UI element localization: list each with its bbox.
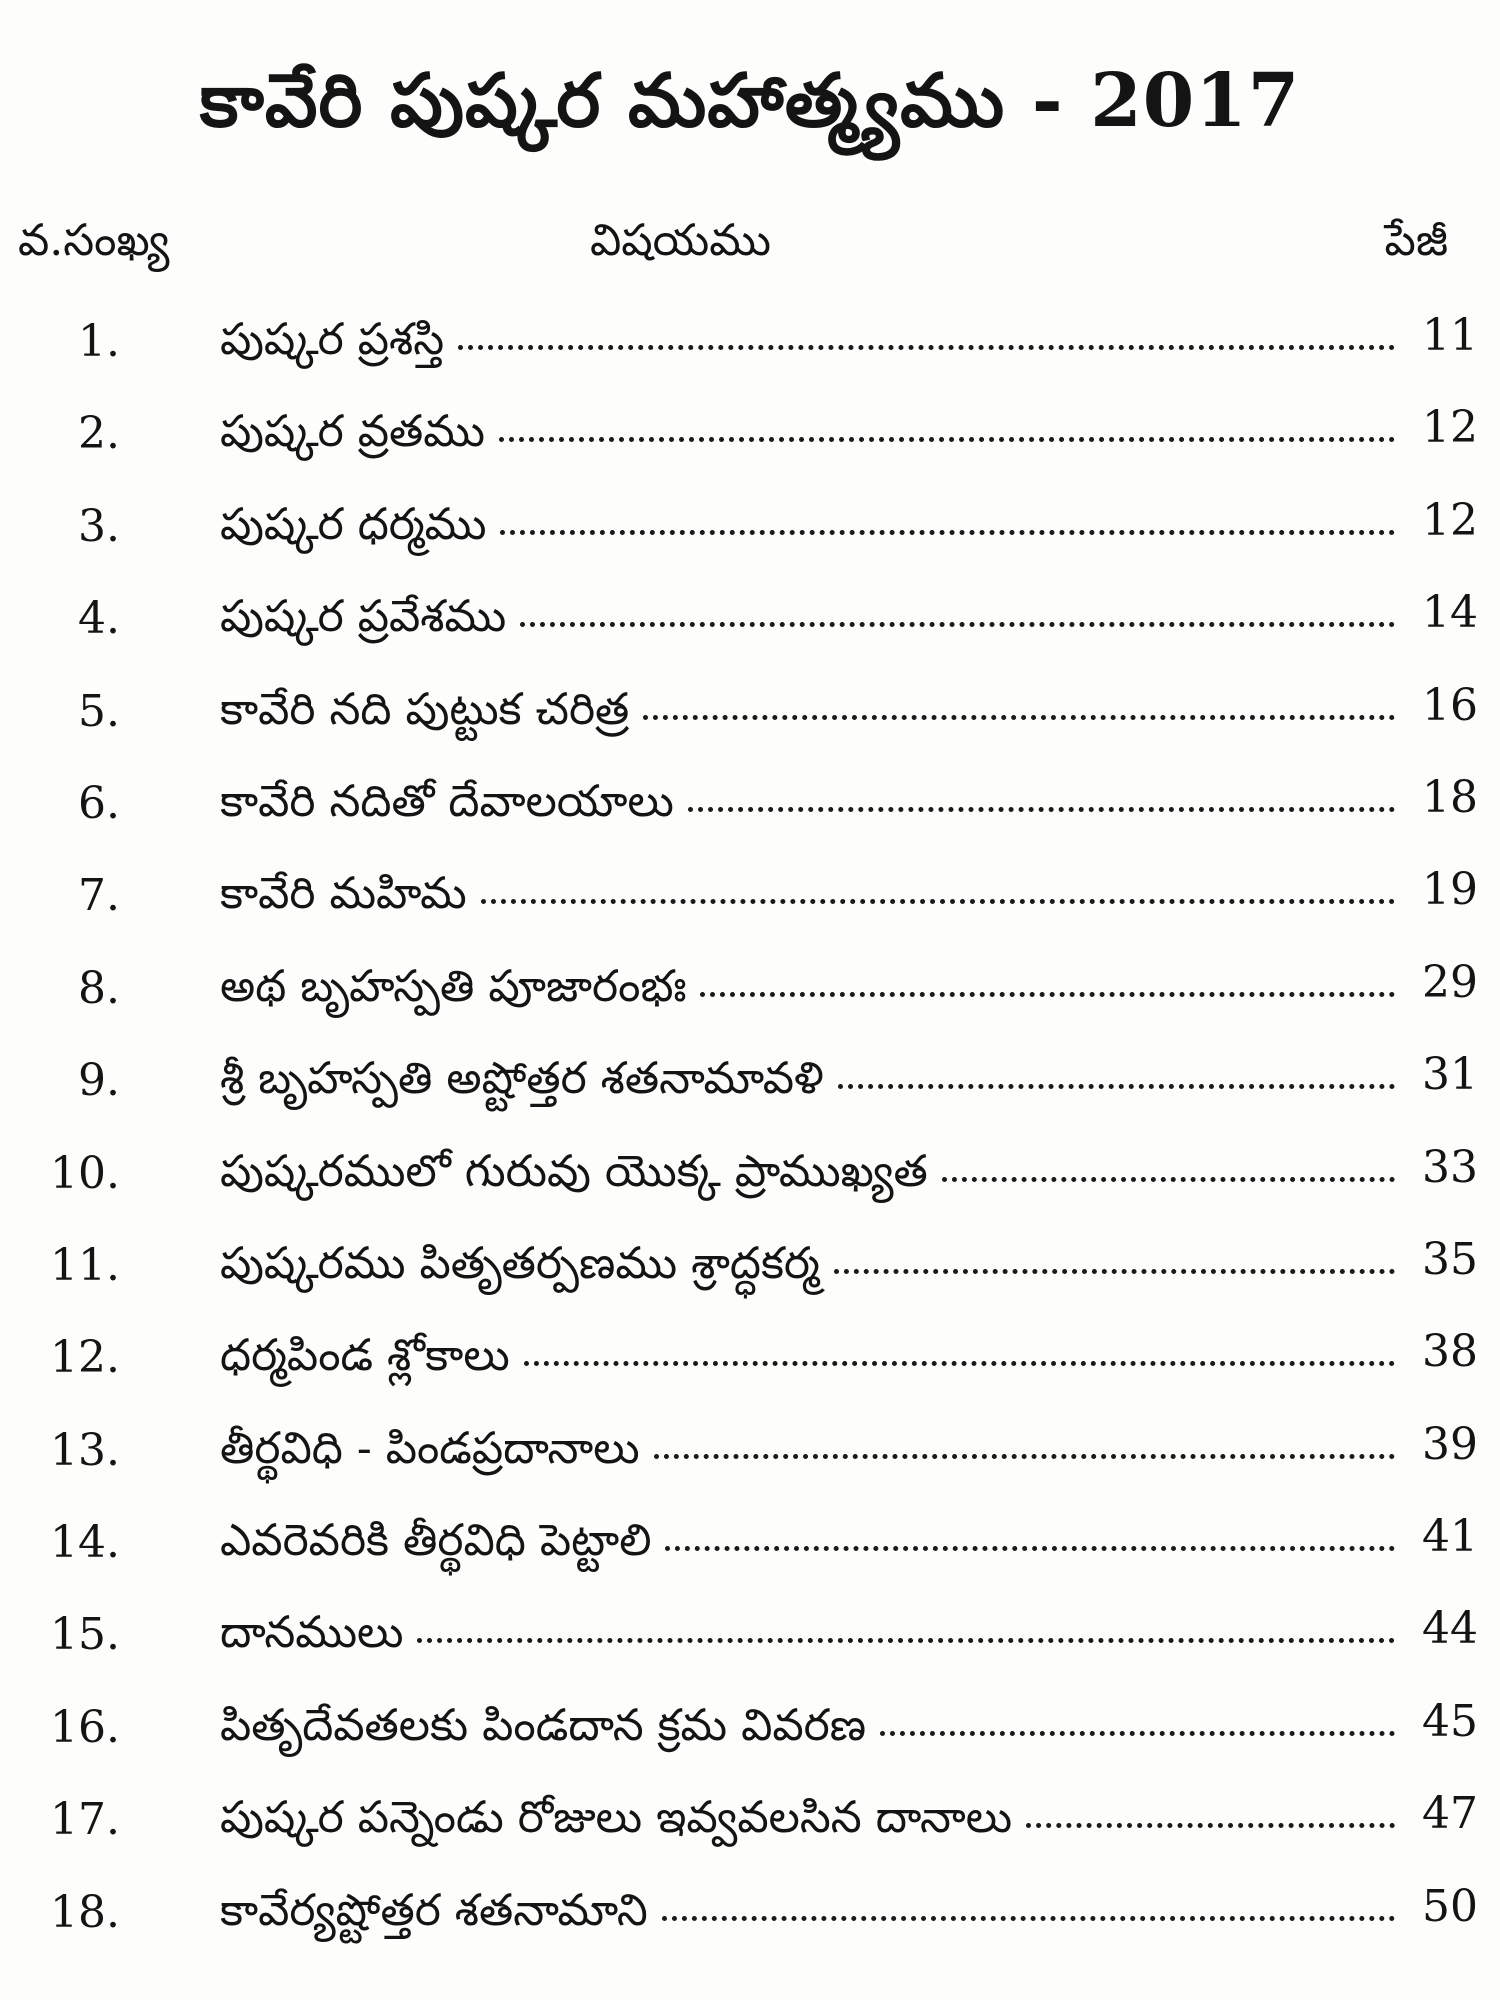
toc-entry <box>220 1607 1395 1669</box>
toc-row <box>0 1501 1500 1593</box>
toc-item-title: ధర్మపిండ శ్లోకాలు <box>220 1330 510 1382</box>
toc-entry <box>220 1792 1395 1854</box>
toc-entry <box>220 1330 1395 1392</box>
toc-entry <box>220 1238 1395 1300</box>
toc-item-number: 9. <box>78 1055 120 1107</box>
toc-entry <box>220 406 1395 468</box>
dot-leader <box>520 622 1395 627</box>
toc-item-number: 5. <box>78 685 120 737</box>
toc-item-title: పుష్కర ప్రవేశము <box>220 591 507 643</box>
toc-item-title: దానములు <box>220 1607 404 1659</box>
toc-entry <box>220 1885 1395 1947</box>
toc-item-page: 41 <box>1422 1511 1478 1563</box>
toc-item-title: ఎవరెవరికి తీర్థవిధి పెట్టాలి <box>220 1515 652 1567</box>
toc-item-title: పుష్కరము పితృతర్పణము శ్రాద్ధకర్మ <box>220 1237 820 1289</box>
toc-item-page: 11 <box>1422 310 1478 361</box>
toc-item-title: పుష్కర పన్నెండు రోజులు ఇవ్వవలసిన దానాలు <box>220 1792 1013 1844</box>
toc-item-page: 16 <box>1422 679 1478 731</box>
toc-row <box>0 1593 1500 1685</box>
column-header-page: పేజీ <box>1384 215 1448 266</box>
toc-item-page: 38 <box>1422 1326 1478 1378</box>
dot-leader <box>700 992 1395 997</box>
toc-item-number: 2. <box>78 408 120 460</box>
toc-row <box>0 577 1500 669</box>
toc-item-number: 12. <box>50 1332 120 1384</box>
dot-leader <box>662 1916 1395 1921</box>
toc-row <box>0 392 1500 484</box>
dot-leader <box>688 807 1395 812</box>
toc-row <box>0 947 1500 1039</box>
toc-item-title: పుష్కర వ్రతము <box>220 406 486 458</box>
dot-leader <box>880 1731 1395 1736</box>
toc-item-number: 17. <box>50 1794 120 1846</box>
toc-row <box>0 300 1500 392</box>
toc-row <box>0 1316 1500 1408</box>
toc-item-title: పుష్కర ధర్మము <box>220 498 487 550</box>
toc-item-page: 45 <box>1422 1695 1478 1747</box>
dot-leader <box>1026 1823 1395 1828</box>
dot-leader <box>942 1177 1395 1182</box>
toc-item-number: 13. <box>50 1424 120 1476</box>
toc-item-page: 14 <box>1422 587 1478 639</box>
toc-row <box>0 1778 1500 1870</box>
toc-item-number: 10. <box>50 1147 120 1199</box>
toc-entry <box>220 1053 1395 1115</box>
toc-item-title: శ్రీ బృహస్పతి అష్టోత్తర శతనామావళి <box>220 1053 824 1105</box>
dot-leader <box>838 1084 1395 1089</box>
toc-item-page: 33 <box>1422 1141 1478 1193</box>
toc-item-page: 44 <box>1422 1603 1478 1655</box>
column-header-subject: విషయము <box>590 215 772 266</box>
dot-leader <box>458 345 1395 350</box>
toc-entry <box>220 591 1395 653</box>
toc-item-title: కావేరి మహిమ <box>220 868 467 920</box>
toc-item-page: 35 <box>1422 1233 1478 1285</box>
toc-item-number: 3. <box>78 500 120 552</box>
page-title: కావేరి పుష్కర మహాత్మ్యము - 2017 <box>199 58 1301 144</box>
dot-leader <box>417 1638 1395 1643</box>
dot-leader <box>665 1546 1395 1551</box>
toc-row <box>0 1871 1500 1963</box>
toc-entry <box>220 684 1395 746</box>
toc-item-title: కావేరి నదితో దేవాలయాలు <box>220 775 674 827</box>
toc-item-number: 6. <box>78 777 120 829</box>
toc-row <box>0 1132 1500 1224</box>
toc-entry <box>220 776 1395 838</box>
toc-row <box>0 1686 1500 1778</box>
toc-entry <box>220 1146 1395 1208</box>
toc-item-page: 12 <box>1422 494 1478 546</box>
toc-item-title: పుష్కరములో గురువు యొక్క ప్రాముఖ్యత <box>220 1145 928 1197</box>
dot-leader <box>524 1361 1395 1366</box>
table-of-contents <box>0 300 1500 1963</box>
toc-item-page: 12 <box>1422 402 1478 454</box>
table-header <box>0 215 1500 285</box>
toc-item-page: 50 <box>1422 1880 1478 1932</box>
toc-entry <box>220 1515 1395 1577</box>
dot-leader <box>834 1269 1395 1274</box>
toc-item-title: కావేరి నది పుట్టుక చరిత్ర <box>220 683 630 735</box>
toc-item-number: 15. <box>50 1609 120 1661</box>
toc-item-page: 39 <box>1422 1418 1478 1470</box>
toc-row <box>0 485 1500 577</box>
toc-row <box>0 762 1500 854</box>
toc-row <box>0 1039 1500 1131</box>
dot-leader <box>499 437 1395 442</box>
toc-row <box>0 1224 1500 1316</box>
toc-item-number: 16. <box>50 1701 120 1753</box>
column-header-number: వ.సంఖ్య <box>18 215 170 266</box>
toc-row <box>0 854 1500 946</box>
toc-item-number: 7. <box>78 870 120 922</box>
toc-entry <box>220 961 1395 1023</box>
toc-item-page: 29 <box>1422 956 1478 1008</box>
toc-entry <box>220 1700 1395 1762</box>
toc-item-title: అథ బృహస్పతి పూజారంభః <box>220 960 687 1012</box>
toc-row <box>0 670 1500 762</box>
toc-entry <box>220 314 1395 376</box>
toc-row <box>0 1409 1500 1501</box>
toc-item-number: 4. <box>78 593 120 645</box>
toc-item-page: 47 <box>1422 1788 1478 1840</box>
toc-item-number: 14. <box>50 1517 120 1569</box>
toc-item-number: 11. <box>50 1239 120 1291</box>
toc-entry <box>220 868 1395 930</box>
toc-entry <box>220 1423 1395 1485</box>
toc-item-number: 1. <box>78 316 120 367</box>
toc-item-page: 18 <box>1422 771 1478 823</box>
toc-item-number: 8. <box>78 962 120 1014</box>
dot-leader <box>500 530 1395 535</box>
toc-item-page: 31 <box>1422 1049 1478 1101</box>
toc-item-title: తీర్థవిధి - పిండప్రదానాలు <box>220 1422 640 1474</box>
toc-entry <box>220 499 1395 561</box>
toc-item-title: పుష్కర ప్రశస్తి <box>220 314 445 365</box>
toc-item-title: కావేర్యష్టోత్తర శతనామాని <box>220 1884 648 1936</box>
dot-leader <box>654 1454 1395 1459</box>
toc-item-number: 18. <box>50 1886 120 1938</box>
toc-item-page: 19 <box>1422 864 1478 916</box>
dot-leader <box>643 715 1395 720</box>
toc-item-title: పితృదేవతలకు పిండదాన క్రమ వివరణ <box>220 1699 867 1751</box>
dot-leader <box>481 899 1395 904</box>
